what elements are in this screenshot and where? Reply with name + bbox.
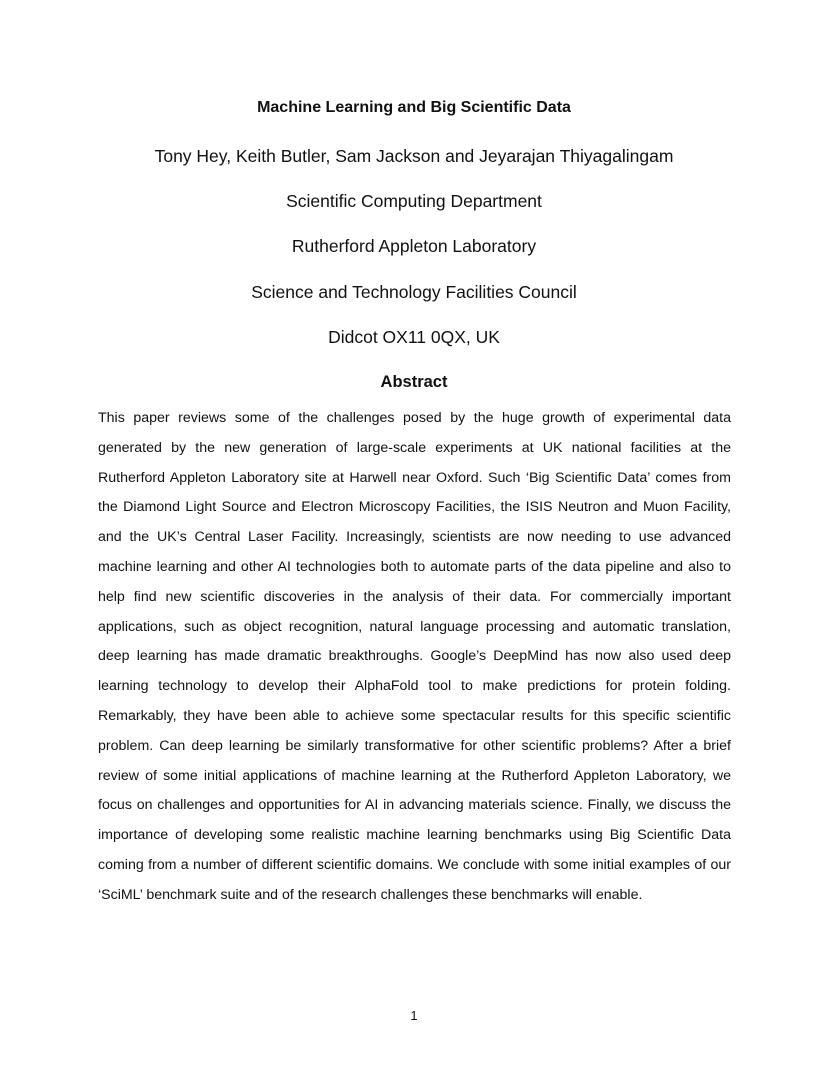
- paper-title: Machine Learning and Big Scientific Data: [257, 99, 571, 116]
- affiliation-department: Scientific Computing Department: [286, 191, 542, 211]
- abstract-text: This paper reviews some of the challenges posed by the huge growth of experimental data generated by the new generation of large-scale experiments at UK national facilities at the Rutherford Appleton Laboratory site at Harwell near Oxford. Such ‘Big Scientific Data’ comes from the Diamond Light Source and Electron Microscopy Facilities, the ISIS Neutron and Muon Facility, and the UK’s Central Laser Facility. Increasingly, scientists are now needing to use advanced machine learning and other AI technologies both to automate parts of the data pipeline and also to help find new scientific discoveries in the analysis of their data. For commercially important applications, such as object recognition, natural language processing and automatic translation, deep learning has made dramatic breakthroughs. Google’s DeepMind has now also used deep learning technology to develop their AlphaFold tool to make predictions for protein folding. Remarkably, they have been able to achieve some spectacular results for this specific scientific problem. Can deep learning be similarly transformative for other scientific problems? After a brief review of some initial applications of machine learning at the Rutherford Appleton Laboratory, we focus on challenges and opportunities for AI in advancing materials science. Finally, we discuss the importance of developing some realistic machine learning benchmarks using Big Scientific Data coming from a number of different scientific domains. We conclude with some initial examples of our ‘SciML’ benchmark suite and of the research challenges these benchmarks will enable.: [98, 410, 731, 903]
- abstract-heading: Abstract: [380, 373, 448, 391]
- page-number: 1: [410, 1008, 418, 1023]
- affiliation-council: Science and Technology Facilities Council: [251, 282, 577, 302]
- affiliation-laboratory: Rutherford Appleton Laboratory: [291, 236, 537, 256]
- affiliation-address: Didcot OX11 0QX, UK: [328, 327, 500, 347]
- author-list: Tony Hey, Keith Butler, Sam Jackson and Jeyarajan Thiyagalingam: [154, 146, 674, 166]
